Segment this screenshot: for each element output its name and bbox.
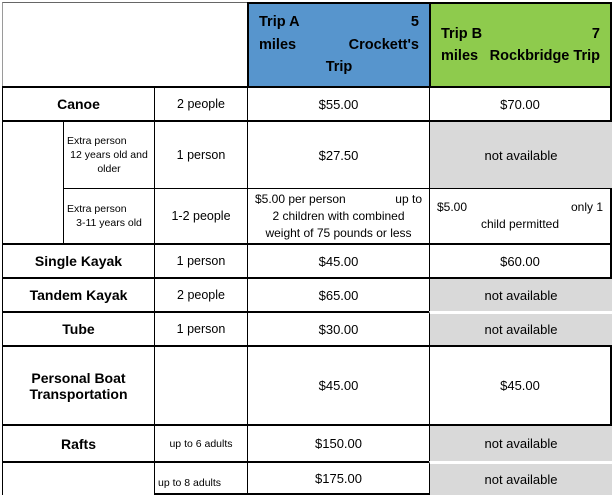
trip-b-line2 — [441, 45, 600, 67]
people-cell: 1 person — [154, 120, 247, 188]
people-cell: up to 8 adults — [154, 461, 247, 495]
trip-b-price-cell: $45.00 — [429, 345, 612, 424]
trip-a-child-note-end: weight of 75 pounds or less — [265, 225, 412, 240]
pricing-table — [2, 2, 612, 495]
row-label-tube: Tube — [2, 311, 154, 345]
trip-a-price-cell: $27.50 — [247, 120, 429, 188]
trip-b-miles-number: 7 — [591, 25, 600, 42]
trip-a-line2 — [259, 34, 419, 56]
trip-a-miles-word: miles — [259, 36, 297, 53]
trip-b-name: Trip B — [441, 25, 483, 42]
row-rafts-8 — [2, 461, 612, 495]
row-label-extra-older — [63, 120, 154, 188]
trip-a-miles-number: 5 — [410, 14, 419, 31]
trip-b-unavailable-cell: not available — [429, 311, 612, 345]
trip-a-child-rate: $5.00 per person — [255, 192, 346, 206]
row-rafts-6 — [2, 424, 612, 461]
people-cell: up to 6 adults — [154, 424, 247, 461]
trip-b-unavailable-cell: not available — [429, 461, 612, 495]
trip-a-price-cell: $65.00 — [247, 277, 429, 311]
trip-a-price-cell: $55.00 — [247, 86, 429, 120]
extra-older-label-line1: Extra person — [67, 134, 127, 147]
row-extra-person-older — [2, 120, 612, 188]
people-cell: 2 people — [154, 277, 247, 311]
trip-b-price-cell: $70.00 — [429, 86, 612, 120]
extra-young-label-line1: Extra person — [67, 203, 127, 216]
people-cell — [154, 345, 247, 424]
header-trip-b — [429, 2, 612, 86]
people-cell: 1 person — [154, 311, 247, 345]
trip-b-unavailable-cell: not available — [429, 424, 612, 461]
header-trip-a — [247, 2, 429, 86]
trip-b-unavailable-cell: not available — [429, 120, 612, 188]
people-cell: 1 person — [154, 243, 247, 277]
trip-a-child-line1 — [255, 191, 422, 208]
row-canoe — [2, 86, 612, 120]
trip-a-price-cell: $175.00 — [247, 461, 429, 495]
row-extra-person-young — [2, 188, 612, 243]
people-cell: 1-2 people — [154, 188, 247, 243]
row-label-extra-young — [63, 188, 154, 243]
trip-b-line1 — [441, 23, 600, 45]
extra-person-indent-cell — [2, 120, 63, 243]
trip-a-title-part1: Crockett's — [348, 36, 419, 53]
trip-b-price-cell: $60.00 — [429, 243, 612, 277]
trip-b-child-note-start: only 1 — [570, 200, 603, 215]
trip-a-line1 — [259, 11, 419, 33]
trip-b-miles-word: miles — [441, 48, 479, 64]
row-label-tandem-kayak: Tandem Kayak — [2, 277, 154, 311]
row-personal-boat — [2, 345, 612, 424]
people-cell: 2 people — [154, 86, 247, 120]
header-row — [2, 2, 612, 86]
trip-b-child-line1 — [437, 199, 603, 216]
header-blank-cell — [2, 2, 247, 86]
trip-b-unavailable-cell: not available — [429, 277, 612, 311]
trip-b-child-price-cell — [429, 188, 612, 243]
extra-young-label-line2: 3-11 years old — [76, 217, 142, 230]
row-tube — [2, 311, 612, 345]
trip-b-title: Rockbridge Trip — [489, 48, 600, 64]
row-label-canoe: Canoe — [2, 86, 154, 120]
row-single-kayak — [2, 243, 612, 277]
row-label-single-kayak: Single Kayak — [2, 243, 154, 277]
row-label-rafts-blank — [2, 461, 154, 495]
trip-a-price-cell: $45.00 — [247, 243, 429, 277]
trip-b-child-note-end: child permitted — [480, 217, 560, 232]
trip-a-child-note-start: up to — [395, 192, 422, 206]
row-tandem-kayak — [2, 277, 612, 311]
trip-a-price-cell: $150.00 — [247, 424, 429, 461]
row-label-personal-boat: Personal Boat Transportation — [2, 345, 154, 424]
trip-a-price-cell: $30.00 — [247, 311, 429, 345]
extra-older-label-line2: 12 years old and older — [70, 148, 148, 176]
trip-a-child-note-mid: 2 children with combined — [272, 208, 405, 223]
trip-a-price-cell: $45.00 — [247, 345, 429, 424]
trip-b-child-rate: $5.00 — [437, 200, 468, 215]
trip-a-name: Trip A — [259, 14, 300, 31]
trip-a-child-price-cell — [247, 188, 429, 243]
trip-a-title-part2: Trip — [325, 59, 353, 76]
row-label-rafts: Rafts — [2, 424, 154, 461]
